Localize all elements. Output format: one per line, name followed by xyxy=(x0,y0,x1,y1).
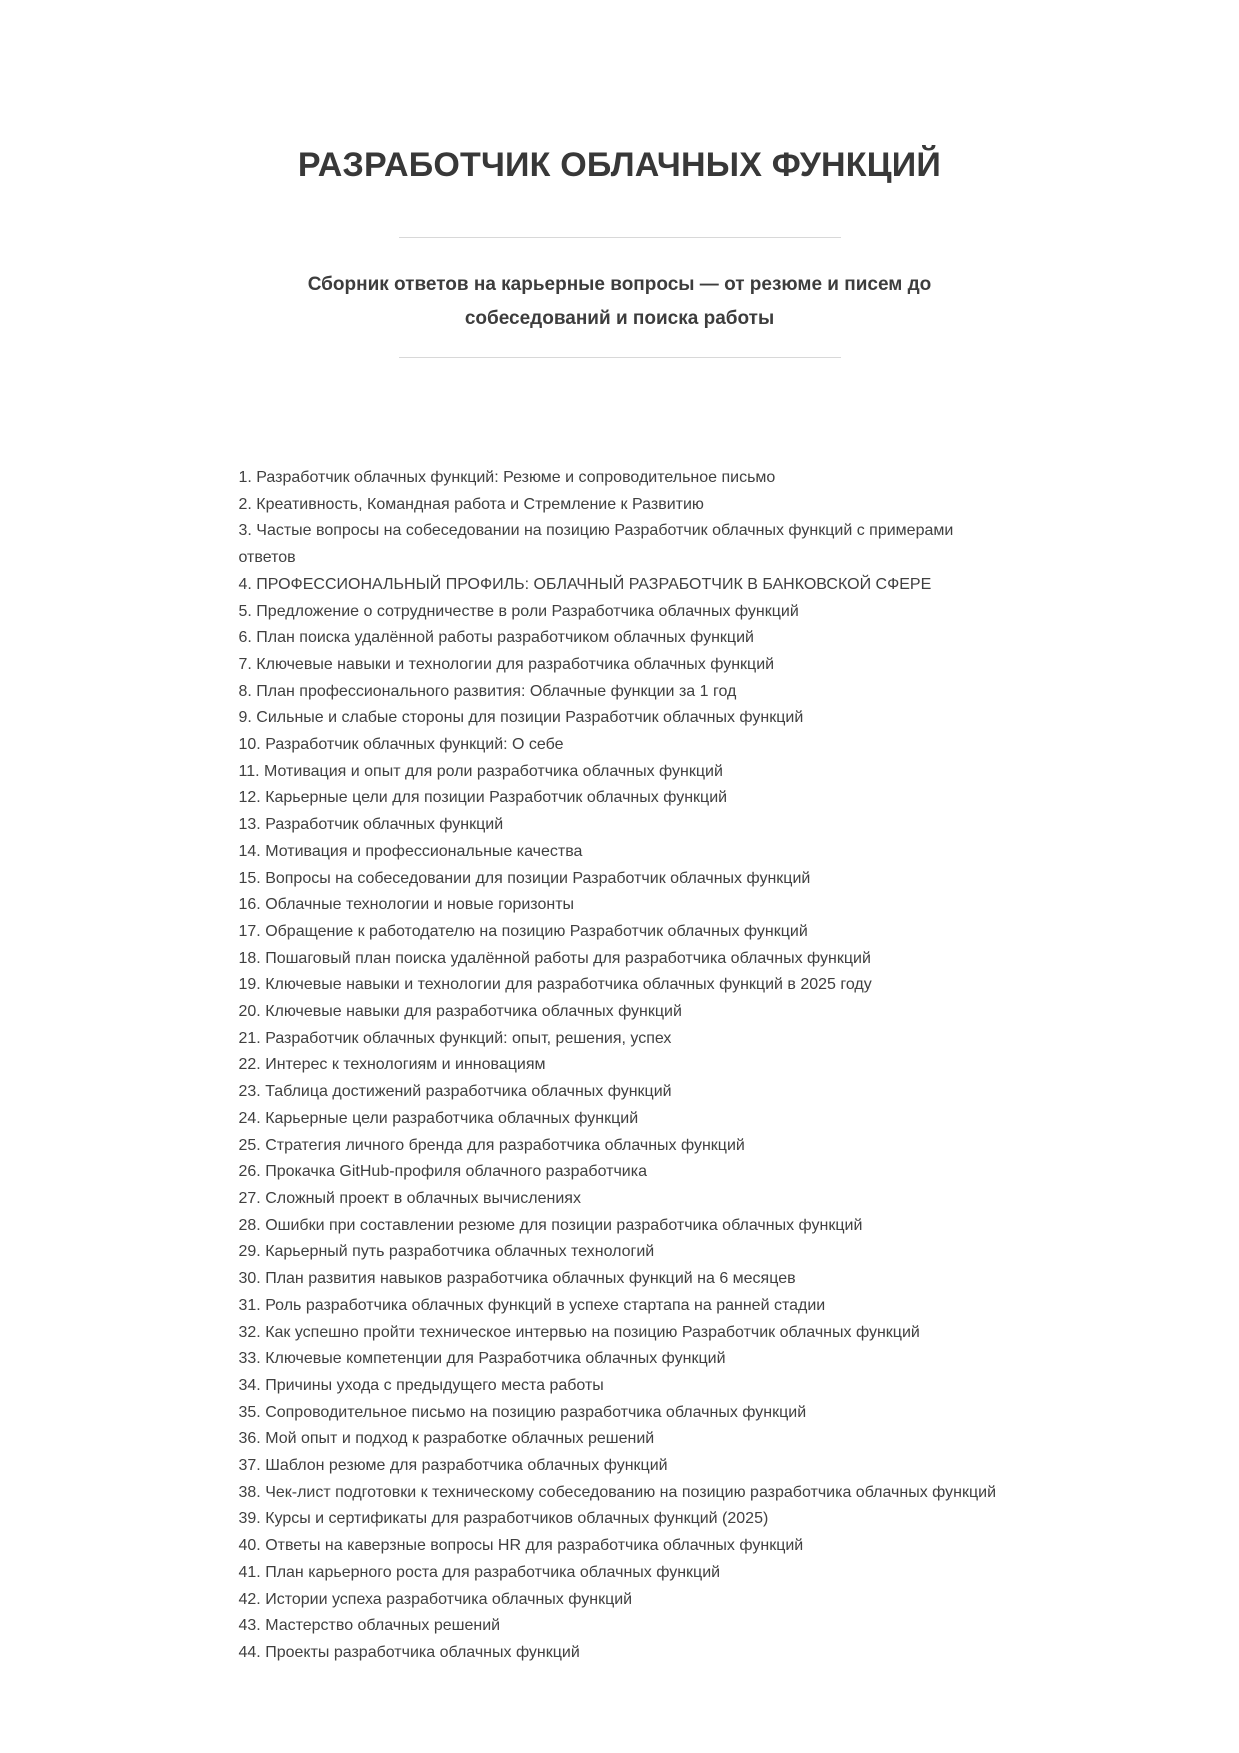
toc-item: 16. Облачные технологии и новые горизонты xyxy=(238,896,575,914)
toc-item: 40. Ответы на каверзные вопросы HR для разработчика облачных функций xyxy=(238,1537,804,1555)
toc-item: 1. Разработчик облачных функций: Резюме и сопроводительное письмо xyxy=(238,469,776,486)
toc-item: 29. Карьерный путь разработчика облачных технологий xyxy=(238,1243,655,1261)
toc-item: 18. Пошаговый план поиска удалённой работы для разработчика облачных функций xyxy=(238,949,871,967)
toc-item: 26. Прокачка GitHub-профиля облачного разработчика xyxy=(238,1163,647,1181)
toc-item: 23. Таблица достижений разработчика облачных функций xyxy=(238,1083,672,1101)
toc-item: 6. План поиска удалённой работы разработчиком облачных функций xyxy=(238,629,754,647)
toc-item: 37. Шаблон резюме для разработчика облачных функций xyxy=(238,1457,668,1475)
toc-item: 38. Чек-лист подготовки к техническому собеседованию на позицию разработчика облачных функций xyxy=(238,1483,997,1501)
divider-bottom xyxy=(399,357,841,358)
subtitle-line-1: Сборник ответов на карьерные вопросы — от резюме и писем до xyxy=(307,274,932,295)
toc-item: 25. Стратегия личного бренда для разработчика облачных функций xyxy=(238,1136,745,1154)
page-title: РАЗРАБОТЧИК ОБЛАЧНЫХ ФУНКЦИЙ xyxy=(297,146,942,184)
toc-item: 42. Истории успеха разработчика облачных функций xyxy=(238,1590,633,1608)
toc-item: 9. Сильные и слабые стороны для позиции Разработчик облачных функций xyxy=(238,709,804,727)
toc-item: 4. ПРОФЕССИОНАЛЬНЫЙ ПРОФИЛЬ: ОБЛАЧНЫЙ РАЗРАБОТЧИК В БАНКОВСКОЙ СФЕРЕ xyxy=(238,575,932,593)
toc-item: 7. Ключевые навыки и технологии для разработчика облачных функций xyxy=(238,655,775,673)
toc-item: 27. Сложный проект в облачных вычислениях xyxy=(238,1189,581,1207)
toc-item: 21. Разработчик облачных функций: опыт, решения, успех xyxy=(238,1029,672,1047)
toc-item: 12. Карьерные цели для позиции Разработчик облачных функций xyxy=(238,789,728,807)
toc-item: 44. Проекты разработчика облачных функций xyxy=(238,1643,580,1661)
subtitle-line-2: собеседований и поиска работы xyxy=(464,308,775,329)
toc-item: 43. Мастерство облачных решений xyxy=(238,1617,501,1635)
toc-item: 36. Мой опыт и подход к разработке облачных решений xyxy=(238,1430,655,1448)
toc-item: 30. План развития навыков разработчика облачных функций на 6 месяцев xyxy=(238,1270,796,1288)
toc-item: 28. Ошибки при составлении резюме для позиции разработчика облачных функций xyxy=(238,1216,863,1234)
toc-item: 20. Ключевые навыки для разработчика облачных функций xyxy=(238,1003,682,1021)
toc-item: 2. Креативность, Командная работа и Стремление к Развитию xyxy=(238,495,704,513)
toc-item: 34. Причины ухода с предыдущего места работы xyxy=(238,1376,604,1394)
divider-top xyxy=(399,237,841,238)
toc-item: 19. Ключевые навыки и технологии для разработчика облачных функций в 2025 году xyxy=(238,976,872,994)
toc-item: 17. Обращение к работодателю на позицию Разработчик облачных функций xyxy=(238,922,808,940)
toc-item: 22. Интерес к технологиям и инновациям xyxy=(238,1056,546,1074)
toc-item: 41. План карьерного роста для разработчика облачных функций xyxy=(238,1563,721,1581)
toc-item: 13. Разработчик облачных функций xyxy=(238,816,504,834)
toc-item: 5. Предложение о сотрудничестве в роли Разработчика облачных функций xyxy=(238,602,799,620)
toc-item: 14. Мотивация и профессиональные качества xyxy=(238,842,583,860)
toc-item: 3. Частые вопросы на собеседовании на позицию Разработчик облачных функций с примерами ответов xyxy=(238,522,954,567)
toc-item: 33. Ключевые компетенции для Разработчика облачных функций xyxy=(238,1350,726,1368)
toc-list xyxy=(239,465,1001,1667)
toc-item: 15. Вопросы на собеседовании для позиции Разработчик облачных функций xyxy=(238,869,811,887)
toc-item: 24. Карьерные цели разработчика облачных функций xyxy=(238,1109,639,1127)
toc-item: 31. Роль разработчика облачных функций в успехе стартапа на ранней стадии xyxy=(238,1296,826,1314)
toc-item: 39. Курсы и сертификаты для разработчиков облачных функций (2025) xyxy=(238,1510,769,1528)
toc-item: 35. Сопроводительное письмо на позицию разработчика облачных функций xyxy=(238,1403,807,1421)
toc-item: 32. Как успешно пройти техническое интервью на позицию Разработчик облачных функций xyxy=(238,1323,920,1341)
toc-item: 8. План профессионального развития: Облачные функции за 1 год xyxy=(238,682,737,700)
toc-item: 10. Разработчик облачных функций: О себе xyxy=(238,736,564,754)
toc-item: 11. Мотивация и опыт для роли разработчика облачных функций xyxy=(238,762,723,780)
page-subtitle xyxy=(0,268,1239,336)
